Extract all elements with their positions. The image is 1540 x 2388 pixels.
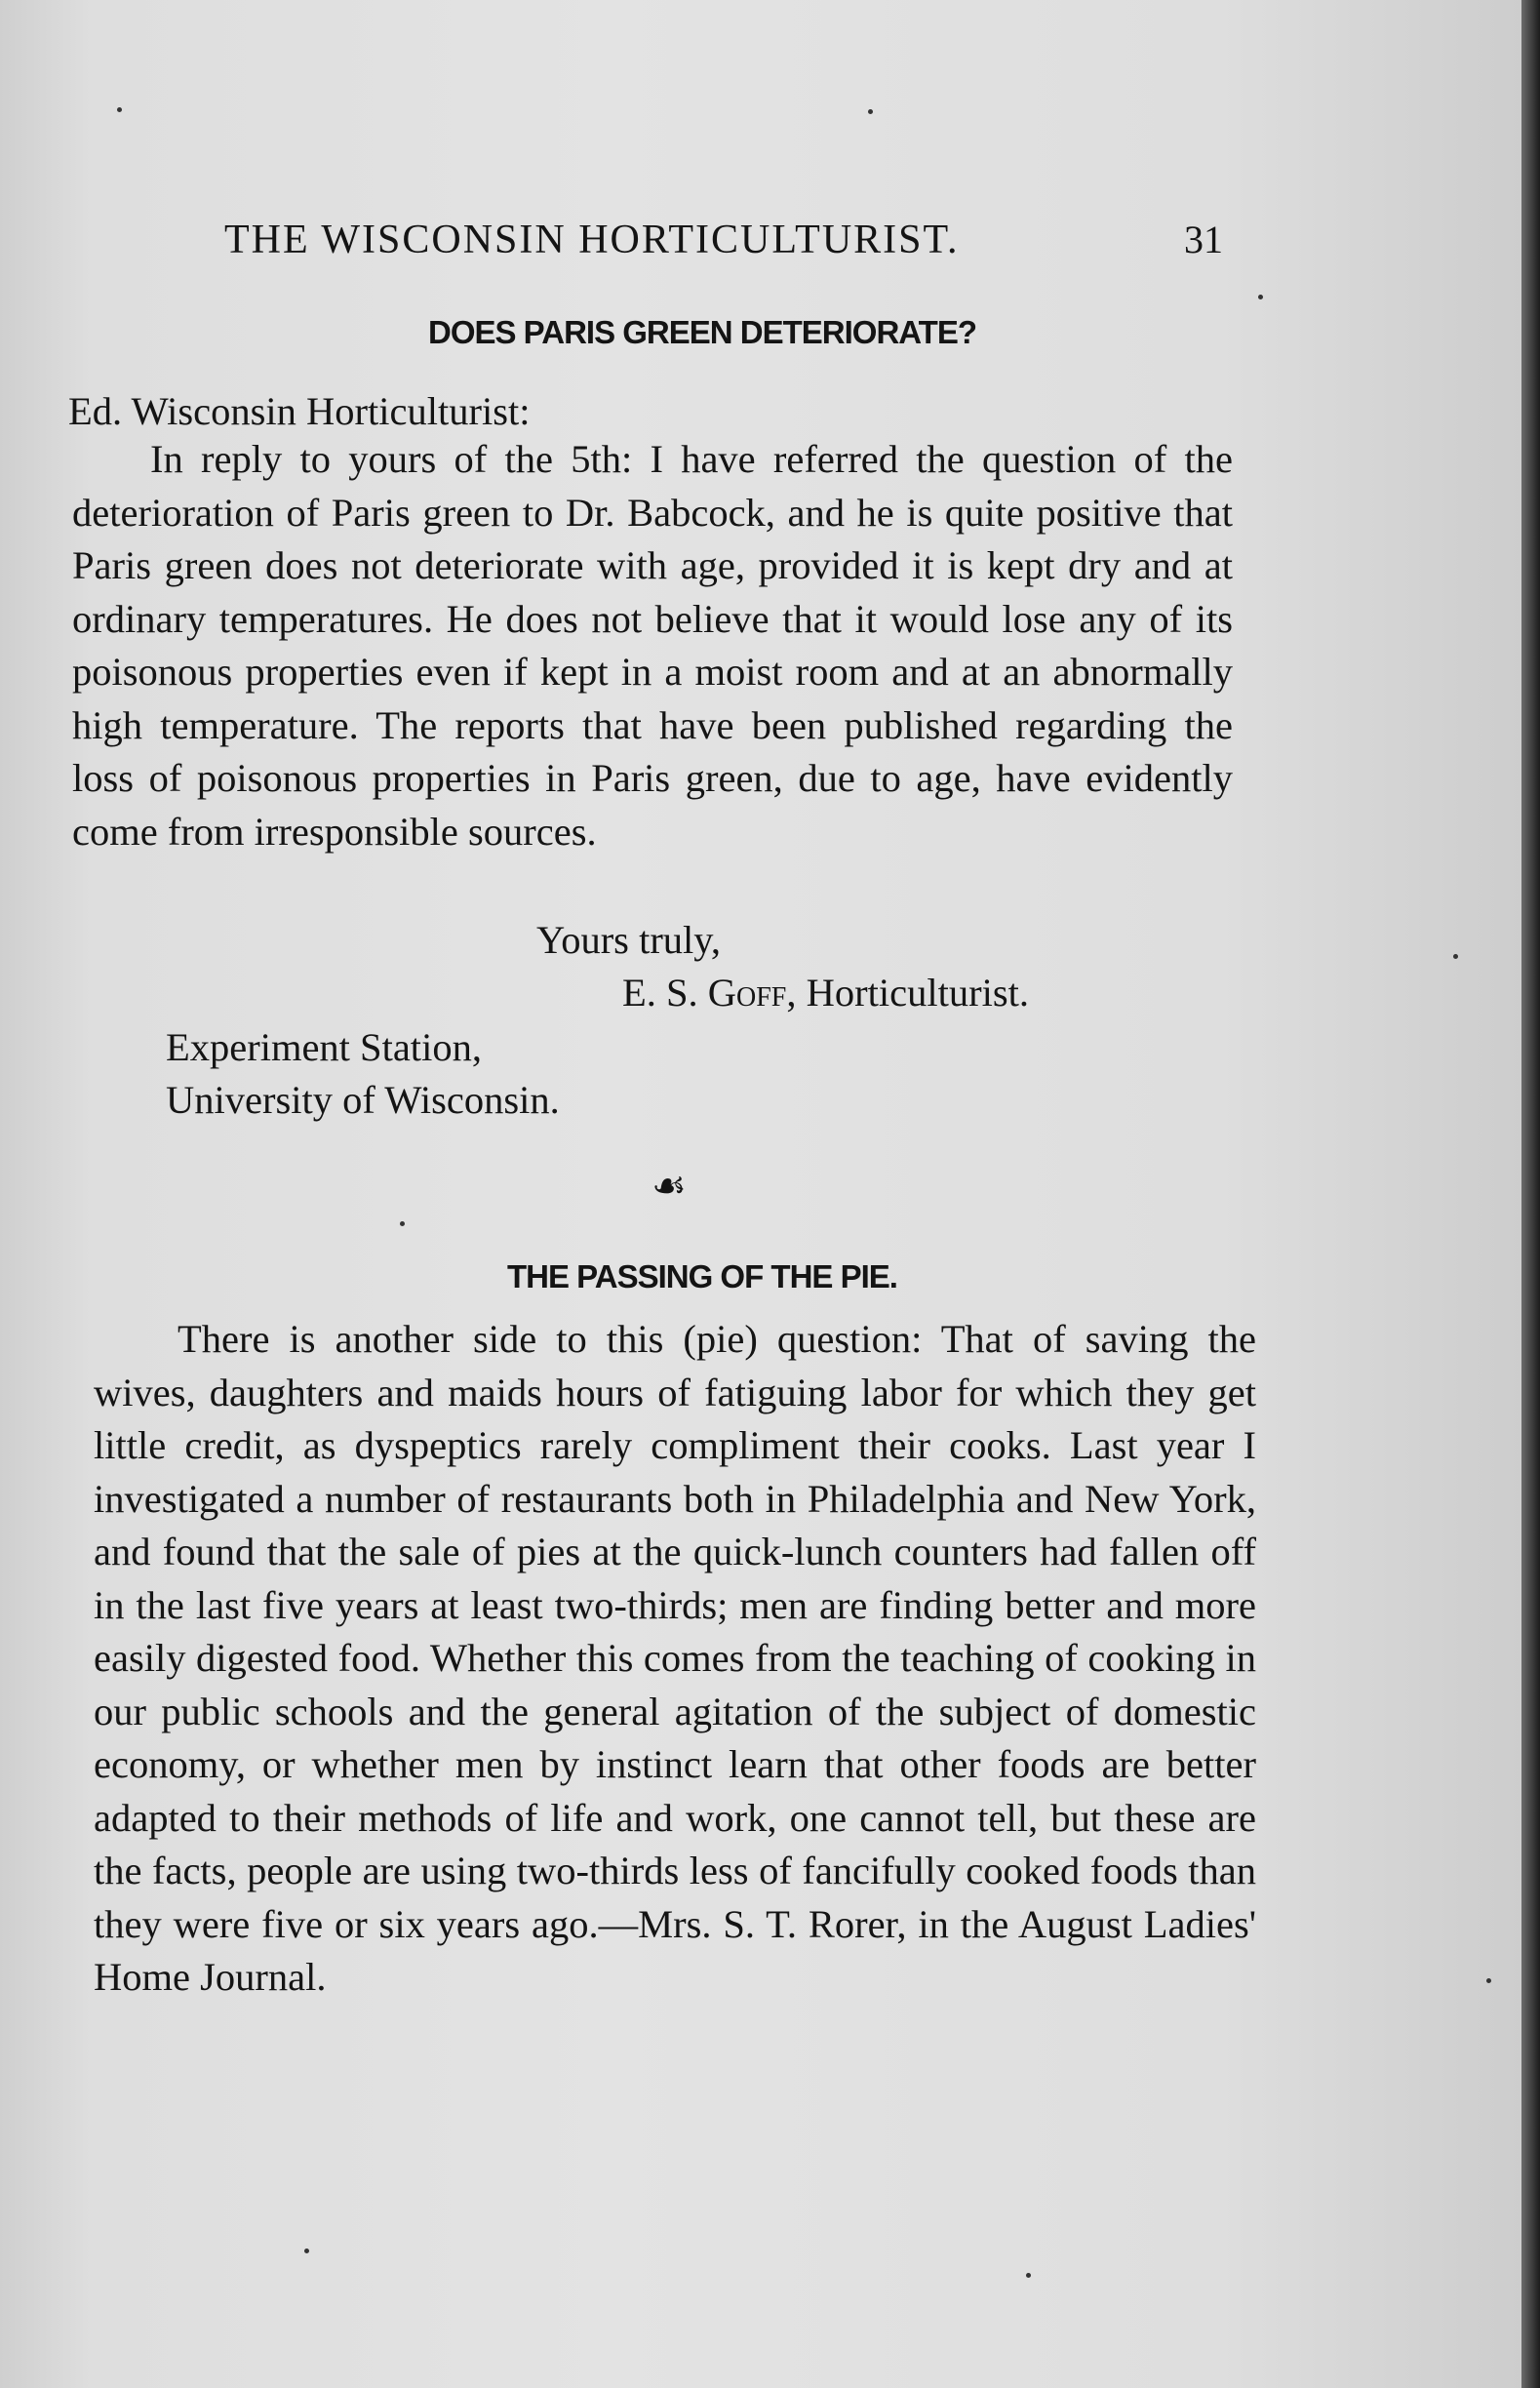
station-line-2: University of Wisconsin.: [166, 1078, 560, 1122]
section-ornament-icon: ☙: [652, 1164, 687, 1208]
paper-speck: [1486, 1978, 1491, 1983]
running-title: THE WISCONSIN HORTICULTURIST.: [224, 218, 960, 262]
signature-name: E. S. Goff: [622, 971, 787, 1015]
paper-speck: [304, 2249, 309, 2253]
letter-body: In reply to yours of the 5th: I have referred the question of the deterioration of Paris green to Dr. Babcock, and he is quite positive that Paris green does not deteriorate with age, provided it is kept dry and at ordinary temperatures. He does not believe that it would lose any of its poisonous properties even if kept in a moist room and at an abnormally high temperature. The reports that have been published regarding the loss of poisonous properties in Paris green, due to age, have evidently come from irresponsible sources.: [72, 437, 1233, 854]
paper-speck: [868, 109, 873, 114]
pie-article-body: There is another side to this (pie) question: That of saving the wives, daughters and maids hours of fatiguing labor for which they get little credit, as dyspeptics rarely compliment their cooks. Last year I investigated a number of restaurants both in Philadelphia and New York, and found that the sale of pies at the quick-lunch counters had fallen off in the last five years at least two-thirds; men are finding better and more easily digested food. Whether this comes from the teaching of cooking in our public schools and the general agitation of the subject of domestic economy, or whether men by instinct learn that other foods are better adapted to their methods of life and work, one cannot tell, but these are the facts, people are using two-thirds less of fancifully cooked foods than they were five or six years ago.—Mrs. S. T. Rorer, in the August Ladies' Home Journal.: [94, 1317, 1256, 1999]
paper-speck: [400, 1221, 405, 1226]
paper-speck: [1453, 954, 1458, 959]
letter-signature: [622, 970, 1029, 1015]
article-title-paris-green: DOES PARIS GREEN DETERIORATE?: [427, 314, 976, 350]
page-number: 31: [1184, 218, 1223, 261]
page-edge-shadow: [1521, 0, 1540, 2388]
letter-closing: Yours truly,: [536, 918, 722, 962]
paper-speck: [1258, 295, 1263, 299]
station-line-1: Experiment Station,: [166, 1025, 482, 1069]
article-title-passing-of-pie: THE PASSING OF THE PIE.: [507, 1258, 897, 1294]
signature-title: , Horticulturist.: [786, 971, 1029, 1015]
paper-speck: [1026, 2273, 1031, 2278]
letter-salutation: Ed. Wisconsin Horticulturist:: [68, 389, 531, 433]
paper-speck: [117, 107, 122, 112]
